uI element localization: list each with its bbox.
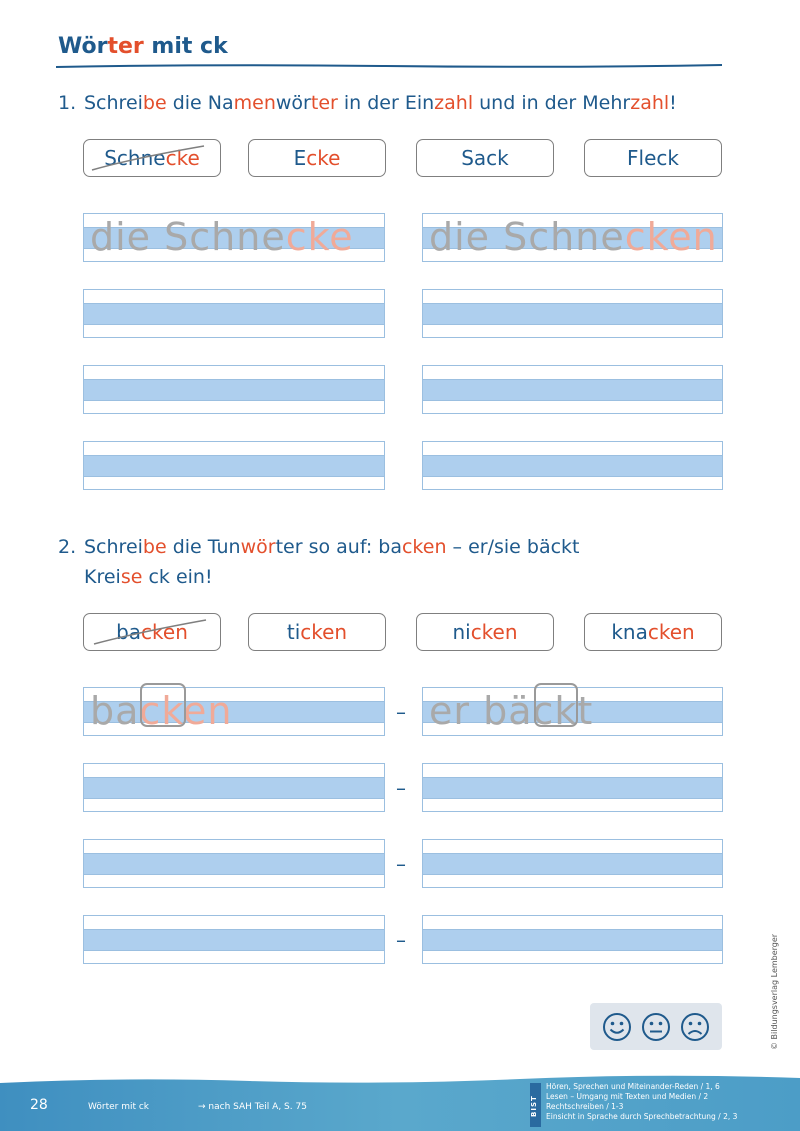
- word-box-backen: ba cken: [83, 613, 221, 651]
- writing-line-plural-2[interactable]: [422, 289, 723, 338]
- word-box-sack: Sack: [416, 139, 554, 177]
- writing-line-verb-3[interactable]: [83, 839, 385, 888]
- word-box-schnecke: Schne cke: [83, 139, 221, 177]
- writing-line-plural-1[interactable]: [422, 213, 723, 262]
- writing-line-verb-2[interactable]: [83, 763, 385, 812]
- task-1-instruction: 1. Schreibe die Namenwörter in der Einzahl und in der Mehrzahl!: [58, 92, 677, 114]
- sample-conjugated: er bäckt: [429, 689, 594, 733]
- sample-word-singular: die Schnecke: [90, 215, 354, 259]
- writing-line-conjugated-4[interactable]: [422, 915, 723, 964]
- writing-line-singular-1[interactable]: [83, 213, 385, 262]
- sad-face-icon[interactable]: [680, 1012, 710, 1042]
- neutral-face-icon[interactable]: [641, 1012, 671, 1042]
- sample-verb: backen: [90, 689, 233, 733]
- writing-line-verb-1[interactable]: [83, 687, 385, 736]
- bist-label: BIST: [530, 1083, 541, 1127]
- task-2-instruction: 2. Schreibe die Tunwörter so auf: backen – er/sie bäckt: [58, 536, 580, 558]
- dash: –: [396, 700, 406, 724]
- copyright: © Bildungsverlag Lemberger: [770, 933, 779, 1050]
- page-title: Wörter mit ck: [58, 34, 228, 59]
- title-underline: [56, 62, 722, 70]
- writing-line-conjugated-2[interactable]: [422, 763, 723, 812]
- dash: –: [396, 928, 406, 952]
- writing-line-verb-4[interactable]: [83, 915, 385, 964]
- sample-word-plural: die Schnecken: [429, 215, 718, 259]
- word-box-ecke: E cke: [248, 139, 386, 177]
- ck-circle: [534, 683, 578, 727]
- competences-list: Hören, Sprechen und Miteinander-Reden / 1, 6 Lesen – Umgang mit Texten und Medien / 2 Rechtschreiben / 1-3 Einsicht in Sprache durch Sprechbetrachtung / 2, 3: [546, 1082, 738, 1121]
- word-box-nicken: ni cken: [416, 613, 554, 651]
- happy-face-icon[interactable]: [602, 1012, 632, 1042]
- word-box-knacken: kna cken: [584, 613, 722, 651]
- self-assessment: [590, 1003, 722, 1050]
- task-2-instruction-line-2: Kreise ck ein!: [84, 566, 213, 588]
- writing-line-conjugated-1[interactable]: [422, 687, 723, 736]
- dash: –: [396, 852, 406, 876]
- page-number: 28: [30, 1097, 48, 1113]
- writing-line-singular-4[interactable]: [83, 441, 385, 490]
- writing-line-plural-3[interactable]: [422, 365, 723, 414]
- writing-line-conjugated-3[interactable]: [422, 839, 723, 888]
- writing-line-singular-3[interactable]: [83, 365, 385, 414]
- footer-reference: → nach SAH Teil A, S. 75: [198, 1102, 307, 1112]
- footer-title: Wörter mit ck: [88, 1102, 150, 1112]
- writing-line-plural-4[interactable]: [422, 441, 723, 490]
- dash: –: [396, 776, 406, 800]
- word-box-fleck: Fleck: [584, 139, 722, 177]
- word-box-ticken: ti cken: [248, 613, 386, 651]
- ck-circle: [140, 683, 186, 727]
- writing-line-singular-2[interactable]: [83, 289, 385, 338]
